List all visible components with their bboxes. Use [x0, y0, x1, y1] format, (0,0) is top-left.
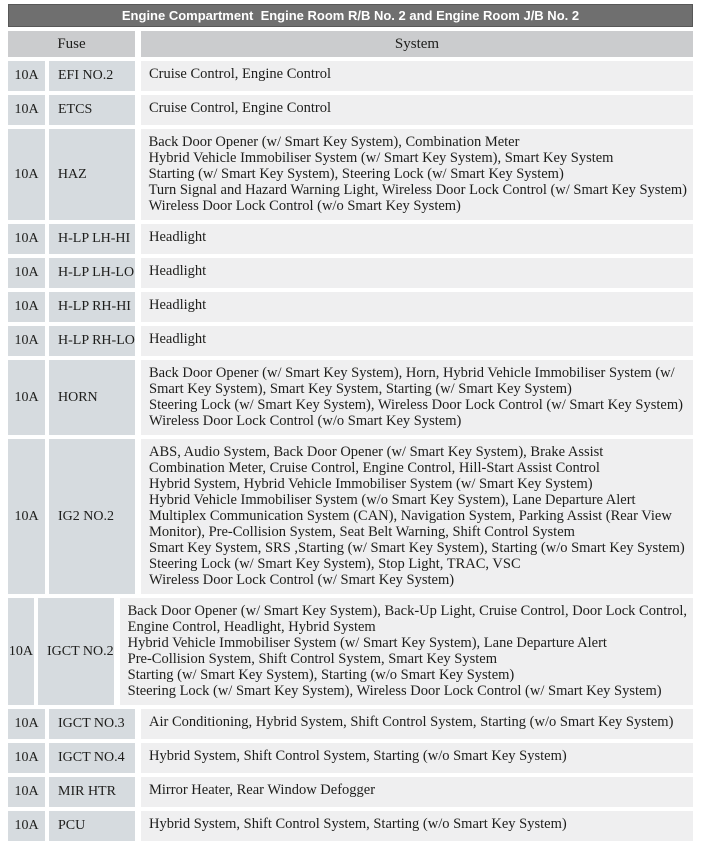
table-header-row	[8, 31, 693, 57]
system-line: Headlight	[149, 331, 207, 347]
fuse-amp-cell: 10A	[8, 129, 45, 220]
system-line: Back Door Opener (w/ Smart Key System), Horn, Hybrid Vehicle Immobiliser System (w/	[149, 365, 675, 381]
system-line: Wireless Door Lock Control (w/o Smart Key System)	[149, 413, 462, 429]
fuse-name-cell: PCU	[49, 811, 135, 841]
table-row	[8, 224, 693, 254]
fuse-amp-cell: 10A	[8, 61, 45, 91]
fuse-name-cell: IGCT NO.2	[38, 598, 114, 705]
system-line: Pre-Collision System, Shift Control System, Smart Key System	[127, 651, 497, 667]
system-cell	[120, 598, 693, 705]
system-line: Smart Key System, SRS ,Starting (w/ Smart Key System), Starting (w/o Smart Key System)	[149, 540, 685, 556]
system-line: Steering Lock (w/ Smart Key System), Stop Light, TRAC, VSC	[149, 556, 521, 572]
fuse-name-cell: IGCT NO.3	[49, 709, 135, 739]
table-row	[8, 129, 693, 220]
system-line: Air Conditioning, Hybrid System, Shift Control System, Starting (w/o Smart Key System)	[149, 714, 674, 730]
system-cell	[141, 224, 693, 254]
fuse-amp-cell: 10A	[8, 439, 45, 594]
system-line: Headlight	[149, 297, 207, 313]
system-line: ABS, Audio System, Back Door Opener (w/ Smart Key System), Brake Assist	[149, 444, 604, 460]
fuse-amp-cell: 10A	[8, 598, 34, 705]
system-line: Starting (w/ Smart Key System), Starting (w/o Smart Key System)	[127, 667, 515, 683]
system-line: Cruise Control, Engine Control	[149, 66, 332, 82]
system-line: Headlight	[149, 229, 207, 245]
fuse-name-cell: IGCT NO.4	[49, 743, 135, 773]
fuse-amp-cell: 10A	[8, 292, 45, 322]
fuse-amp-cell: 10A	[8, 326, 45, 356]
system-cell	[141, 360, 693, 435]
system-cell	[141, 439, 693, 594]
system-cell	[141, 777, 693, 807]
column-header-system: System	[141, 31, 693, 57]
system-line: Hybrid System, Shift Control System, Starting (w/o Smart Key System)	[149, 748, 567, 764]
system-line: Hybrid System, Shift Control System, Starting (w/o Smart Key System)	[149, 816, 567, 832]
table-row	[8, 709, 693, 739]
fuse-amp-cell: 10A	[8, 811, 45, 841]
system-line: Cruise Control, Engine Control	[149, 100, 332, 116]
table-row	[8, 439, 693, 594]
system-line: Hybrid Vehicle Immobiliser System (w/o Smart Key System), Lane Departure Alert	[149, 492, 636, 508]
system-cell	[141, 61, 693, 91]
system-line: Wireless Door Lock Control (w/o Smart Key System)	[148, 198, 461, 214]
system-cell	[141, 743, 693, 773]
system-cell	[141, 129, 693, 220]
system-line: Combination Meter, Cruise Control, Engine Control, Hill-Start Assist Control	[149, 460, 600, 476]
system-line: Back Door Opener (w/ Smart Key System), Back-Up Light, Cruise Control, Door Lock Control,	[127, 603, 687, 619]
table-row	[8, 95, 693, 125]
fuse-name-cell: HAZ	[49, 129, 135, 220]
table-row	[8, 598, 693, 705]
fuse-name-cell: H-LP LH-HI	[49, 224, 135, 254]
fuse-name-cell: IG2 NO.2	[49, 439, 135, 594]
table-row	[8, 360, 693, 435]
fuse-name-cell: MIR HTR	[49, 777, 135, 807]
system-line: Hybrid Vehicle Immobiliser System (w/ Smart Key System), Lane Departure Alert	[127, 635, 607, 651]
system-cell	[141, 292, 693, 322]
system-line: Turn Signal and Hazard Warning Light, Wireless Door Lock Control (w/ Smart Key System)	[148, 182, 687, 198]
fuse-amp-cell: 10A	[8, 777, 45, 807]
table-title: Engine Compartment Engine Room R/B No. 2 and Engine Room J/B No. 2	[8, 4, 693, 27]
fuse-name-cell: ETCS	[49, 95, 135, 125]
system-cell	[141, 326, 693, 356]
system-line: Mirror Heater, Rear Window Defogger	[149, 782, 376, 798]
system-line: Hybrid Vehicle Immobiliser System (w/ Smart Key System), Smart Key System	[148, 150, 614, 166]
table-row	[8, 61, 693, 91]
table-row	[8, 292, 693, 322]
system-line: Engine Control, Headlight, Hybrid System	[127, 619, 376, 635]
table-row	[8, 777, 693, 807]
system-line: Wireless Door Lock Control (w/ Smart Key System)	[149, 572, 455, 588]
fuse-amp-cell: 10A	[8, 709, 45, 739]
system-cell	[141, 95, 693, 125]
system-line: Back Door Opener (w/ Smart Key System), Combination Meter	[148, 134, 520, 150]
system-line: Multiplex Communication System (CAN), Navigation System, Parking Assist (Rear View	[149, 508, 672, 524]
fuse-amp-cell: 10A	[8, 95, 45, 125]
system-line: Steering Lock (w/ Smart Key System), Wireless Door Lock Control (w/ Smart Key System)	[127, 683, 662, 699]
table-row	[8, 743, 693, 773]
system-cell	[141, 709, 693, 739]
system-line: Hybrid System, Hybrid Vehicle Immobiliser System (w/ Smart Key System)	[149, 476, 593, 492]
fuse-amp-cell: 10A	[8, 224, 45, 254]
fuse-name-cell: EFI NO.2	[49, 61, 135, 91]
system-line: Steering Lock (w/ Smart Key System), Wireless Door Lock Control (w/ Smart Key System)	[149, 397, 683, 413]
fuse-amp-cell: 10A	[8, 258, 45, 288]
table-body	[8, 61, 693, 841]
fuse-name-cell: H-LP RH-HI	[49, 292, 135, 322]
system-line: Headlight	[149, 263, 207, 279]
table-row	[8, 258, 693, 288]
table-row	[8, 326, 693, 356]
system-cell	[141, 811, 693, 841]
fuse-amp-cell: 10A	[8, 360, 45, 435]
system-line: Smart Key System), Smart Key System, Starting (w/ Smart Key System)	[149, 381, 572, 397]
fuse-amp-cell: 10A	[8, 743, 45, 773]
fuse-name-cell: H-LP RH-LO	[49, 326, 135, 356]
table-row	[8, 811, 693, 841]
fuse-name-cell: H-LP LH-LO	[49, 258, 135, 288]
system-line: Starting (w/ Smart Key System), Steering Lock (w/ Smart Key System)	[148, 166, 564, 182]
column-header-fuse: Fuse	[8, 31, 135, 57]
fuse-name-cell: HORN	[49, 360, 135, 435]
system-cell	[141, 258, 693, 288]
system-line: Monitor), Pre-Collision System, Seat Belt Warning, Shift Control System	[149, 524, 575, 540]
